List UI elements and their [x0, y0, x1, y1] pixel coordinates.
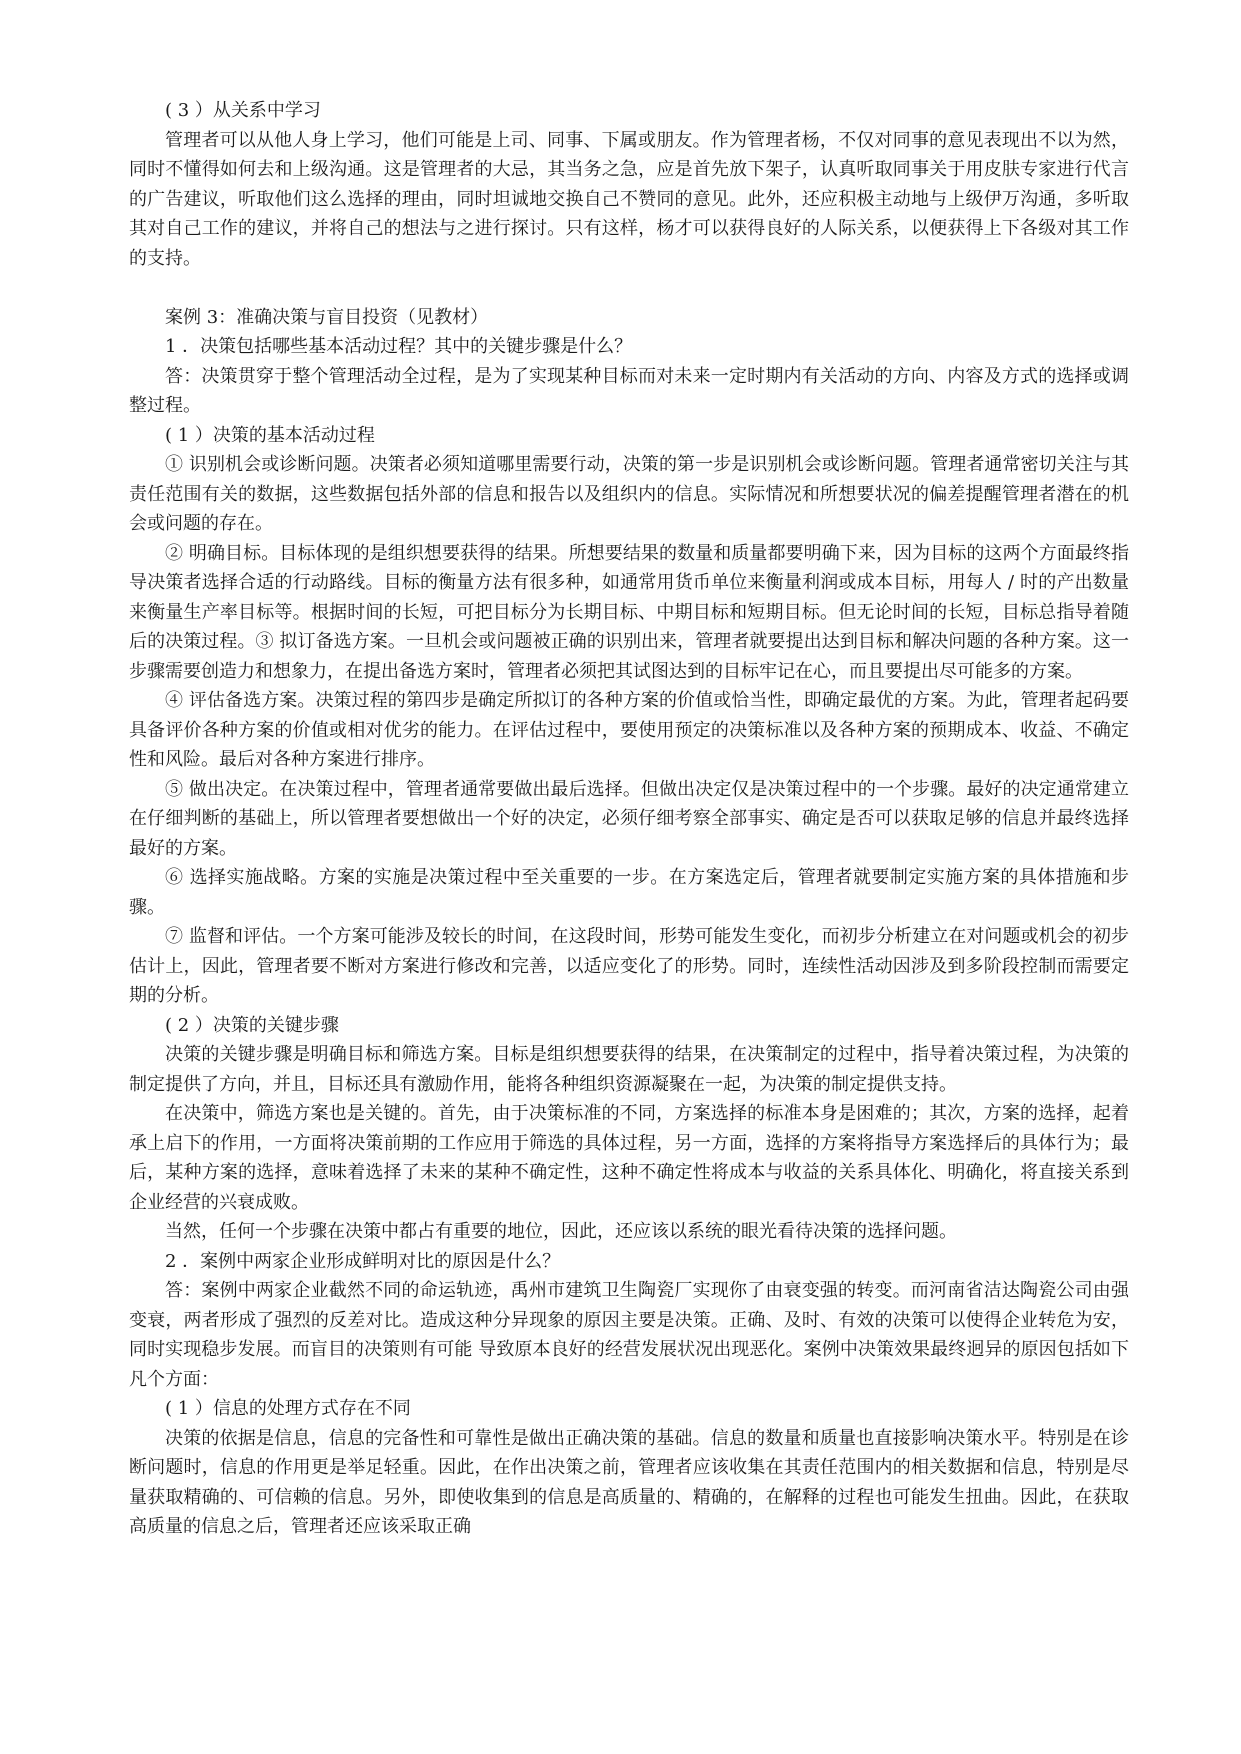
answer-paragraph: 答：决策贯穿于整个管理活动全过程，是为了实现某种目标而对未来一定时期内有关活动的方向、内容及方式的选择或调整过程。	[129, 365, 1129, 416]
question-heading: 1 ．决策包括哪些基本活动过程？其中的关键步骤是什么？	[165, 336, 633, 357]
body-paragraph: ⑦ 监督和评估。一个方案可能涉及较长的时间，在这段时间，形势可能发生变化，而初步分析建立在对问题或机会的初步估计上，因此，管理者要不断对方案进行修改和完善，以适应变化了的形势。同时，连续性活动因涉及到多阶段控制而需要定期的分析。	[129, 926, 1129, 1006]
body-paragraph: 决策的关键步骤是明确目标和筛选方案。目标是组织想要获得的结果，在决策制定的过程中，指导着决策过程，为决策的制定提供了方向，并且，目标还具有激励作用，能将各种组织资源凝聚在一起，为决策的制定提供支持。	[129, 1044, 1129, 1095]
question-heading: 2 ．案例中两家企业形成鲜明对比的原因是什么？	[165, 1250, 561, 1272]
body-paragraph: 在决策中，筛选方案也是关键的。首先，由于决策标准的不同，方案选择的标准本身是困难的；其次，方案的选择，起着承上启下的作用，一方面将决策前期的工作应用于筛选的具体过程，另一方面，选择的方案将指导方案选择后的具体行为；最后，某种方案的选择，意味着选择了未来的某种不确定性，这种不确定性将成本与收益的关系具体化、明确化，将直接关系到企业经营的兴衰成败。	[129, 1103, 1129, 1213]
section-heading: ( 1 ）信息的处理方式存在不同	[165, 1398, 411, 1419]
body-paragraph: ② 明确目标。目标体现的是组织想要获得的结果。所想要结果的数量和质量都要明确下来，因为目标的这两个方面最终指导决策者选择合适的行动路线。目标的衡量方法有很多种，如通常用货币单位来衡量利润或成本目标，用每人 / 时的产出数量来衡量生产率目标等。根据时间的长短，可把目标分为长期目标、中期目标和短期目标。但无论时间的长短，目标总指导着随后的决策过程。③ 拟订备选方案。一旦机会或问题被正确的识别出来，管理者就要提出达到目标和解决问题的各种方案。这一步骤需要创造力和想象力，在提出备选方案时，管理者必须把其试图达到的目标牢记在心，而且要提出尽可能多的方案。	[129, 542, 1129, 682]
body-paragraph: ④ 评估备选方案。决策过程的第四步是确定所拟订的各种方案的价值或恰当性，即确定最优的方案。为此，管理者起码要具备评价各种方案的价值或相对优劣的能力。在评估过程中，要使用预定的决策标准以及各种方案的预期成本、收益、不确定性和风险。最后对各种方案进行排序。	[129, 690, 1129, 770]
section-heading: ( 2 ）决策的关键步骤	[165, 1014, 339, 1036]
body-paragraph: ⑥ 选择实施战略。方案的实施是决策过程中至关重要的一步。在方案选定后，管理者就要制定实施方案的具体措施和步骤。	[129, 867, 1129, 918]
body-paragraph: 决策的依据是信息，信息的完备性和可靠性是做出正确决策的基础。信息的数量和质量也直接影响决策水平。特别是在诊断问题时，信息的作用更是举足轻重。因此，在作出决策之前，管理者应该收集在其责任范围内的相关数据和信息，特别是尽量获取精确的、可信赖的信息。另外，即使收集到的信息是高质量的、精确的，在解释的过程也可能发生扭曲。因此，在获取高质量的信息之后，管理者还应该采取正确	[129, 1427, 1129, 1537]
document-page	[129, 96, 1129, 1542]
body-paragraph: 管理者可以从他人身上学习，他们可能是上司、同事、下属或朋友。作为管理者杨，不仅对同事的意见表现出不以为然，同时不懂得如何去和上级沟通。这是管理者的大忌，其当务之急，应是首先放下架子，认真听取同事关于用皮肤专家进行代言的广告建议，听取他们这么选择的理由，同时坦诚地交换自己不赞同的意见。此外，还应积极主动地与上级伊万沟通，多听取其对自己工作的建议，并将自己的想法与之进行探讨。只有这样，杨才可以获得良好的人际关系，以便获得上下各级对其工作的支持。	[129, 129, 1129, 269]
section-heading: ( 3 ）从关系中学习	[165, 100, 321, 121]
body-paragraph: 当然，任何一个步骤在决策中都占有重要的地位，因此，还应该以系统的眼光看待决策的选择问题。	[165, 1221, 957, 1242]
answer-paragraph: 答：案例中两家企业截然不同的命运轨迹，禹州市建筑卫生陶瓷厂实现你了由衰变强的转变。而河南省洁达陶瓷公司由强变衰，两者形成了强烈的反差对比。造成这种分异现象的原因主要是决策。正确、及时、有效的决策可以使得企业转危为安，同时实现稳步发展。而盲目的决策则有可能 导致原本良好的经营发展状况出现恶化。案例中决策效果最终迥异的原因包括如下凡个方面：	[129, 1280, 1129, 1390]
section-heading: ( 1 ）决策的基本活动过程	[165, 424, 375, 446]
paragraph-spacer	[129, 273, 1129, 303]
body-paragraph: ① 识别机会或诊断问题。决策者必须知道哪里需要行动，决策的第一步是识别机会或诊断问题。管理者通常密切关注与其责任范围有关的数据，这些数据包括外部的信息和报告以及组织内的信息。实际情况和所想要状况的偏差提醒管理者潜在的机会或问题的存在。	[129, 454, 1129, 534]
body-paragraph: ⑤ 做出决定。在决策过程中，管理者通常要做出最后选择。但做出决定仅是决策过程中的一个步骤。最好的决定通常建立在仔细判断的基础上，所以管理者要想做出一个好的决定，必须仔细考察全部事实、确定是否可以获取足够的信息并最终选择最好的方案。	[129, 778, 1129, 859]
case-title: 案例 3：准确决策与盲目投资（见教材）	[165, 306, 489, 328]
